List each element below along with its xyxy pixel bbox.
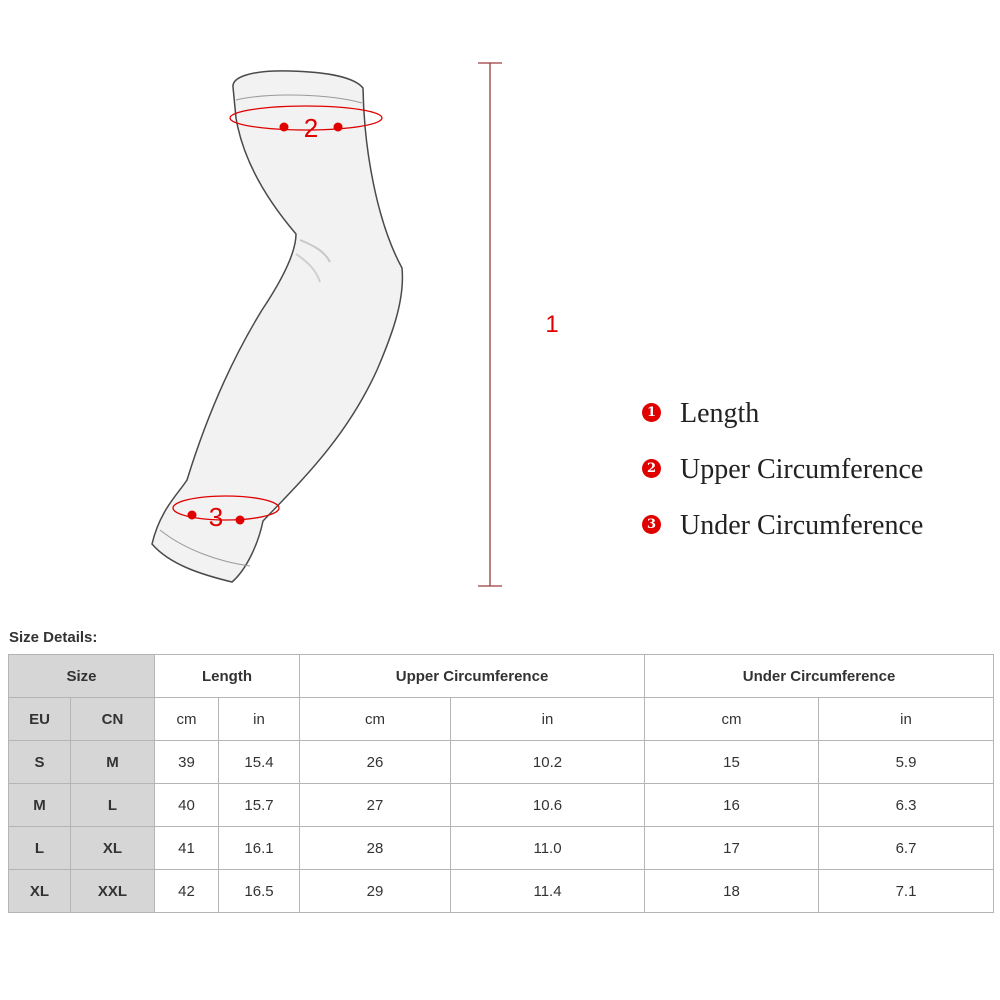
cell-length-cm: 41	[155, 827, 219, 870]
cell-eu: L	[9, 827, 71, 870]
cell-length-cm: 40	[155, 784, 219, 827]
legend-label: Upper Circumference	[680, 454, 924, 485]
cell-eu: XL	[9, 870, 71, 913]
under-marker-dot-right	[236, 516, 245, 525]
cell-cn: M	[71, 741, 155, 784]
legend-label: Length	[680, 398, 760, 429]
header-upper-cm: cm	[300, 698, 451, 741]
cell-under-cm: 18	[645, 870, 819, 913]
cell-upper-cm: 29	[300, 870, 451, 913]
cell-upper-in: 10.2	[451, 741, 645, 784]
number-3-icon: 3	[642, 515, 661, 534]
upper-marker-dot-left	[280, 123, 289, 132]
header-length-cm: cm	[155, 698, 219, 741]
cell-upper-in: 10.6	[451, 784, 645, 827]
cell-under-cm: 17	[645, 827, 819, 870]
size-details-table	[8, 654, 994, 913]
cell-under-cm: 15	[645, 741, 819, 784]
header-cn: CN	[71, 698, 155, 741]
cell-eu: M	[9, 784, 71, 827]
header-under-cm: cm	[645, 698, 819, 741]
table-row	[9, 784, 994, 827]
cell-cn: XL	[71, 827, 155, 870]
legend-label: Under Circumference	[680, 510, 924, 541]
cell-upper-cm: 28	[300, 827, 451, 870]
legend-item-upper-circumference	[642, 442, 923, 498]
table-unit-header-row	[9, 698, 994, 741]
cell-under-in: 6.7	[819, 827, 994, 870]
cell-length-in: 16.1	[219, 827, 300, 870]
cell-eu: S	[9, 741, 71, 784]
table-row	[9, 870, 994, 913]
header-under-circumference: Under Circumference	[645, 655, 994, 698]
number-2-icon: 2	[642, 459, 661, 478]
table-group-header-row	[9, 655, 994, 698]
table-row	[9, 827, 994, 870]
length-marker-label: 1	[545, 311, 559, 338]
upper-marker-dot-right	[334, 123, 343, 132]
under-marker-label: 3	[208, 502, 224, 532]
header-length-in: in	[219, 698, 300, 741]
header-upper-in: in	[451, 698, 645, 741]
header-under-in: in	[819, 698, 994, 741]
legend-item-under-circumference	[642, 498, 923, 554]
cell-length-in: 15.4	[219, 741, 300, 784]
cell-upper-in: 11.0	[451, 827, 645, 870]
cell-upper-cm: 27	[300, 784, 451, 827]
cell-cn: L	[71, 784, 155, 827]
cell-cn: XXL	[71, 870, 155, 913]
table-row	[9, 741, 994, 784]
number-1-icon: 1	[642, 403, 661, 422]
cell-length-in: 16.5	[219, 870, 300, 913]
measurement-legend	[642, 386, 923, 554]
cell-upper-cm: 26	[300, 741, 451, 784]
header-upper-circumference: Upper Circumference	[300, 655, 645, 698]
legend-item-length	[642, 386, 923, 442]
cell-under-in: 5.9	[819, 741, 994, 784]
cell-length-in: 15.7	[219, 784, 300, 827]
header-size: Size	[9, 655, 155, 698]
header-eu: EU	[9, 698, 71, 741]
cell-length-cm: 39	[155, 741, 219, 784]
cell-under-cm: 16	[645, 784, 819, 827]
under-marker-dot-left	[188, 511, 197, 520]
header-length: Length	[155, 655, 300, 698]
cell-length-cm: 42	[155, 870, 219, 913]
upper-marker-label: 2	[303, 113, 319, 143]
cell-under-in: 7.1	[819, 870, 994, 913]
cell-under-in: 6.3	[819, 784, 994, 827]
size-details-title: Size Details:	[9, 629, 98, 646]
cell-upper-in: 11.4	[451, 870, 645, 913]
